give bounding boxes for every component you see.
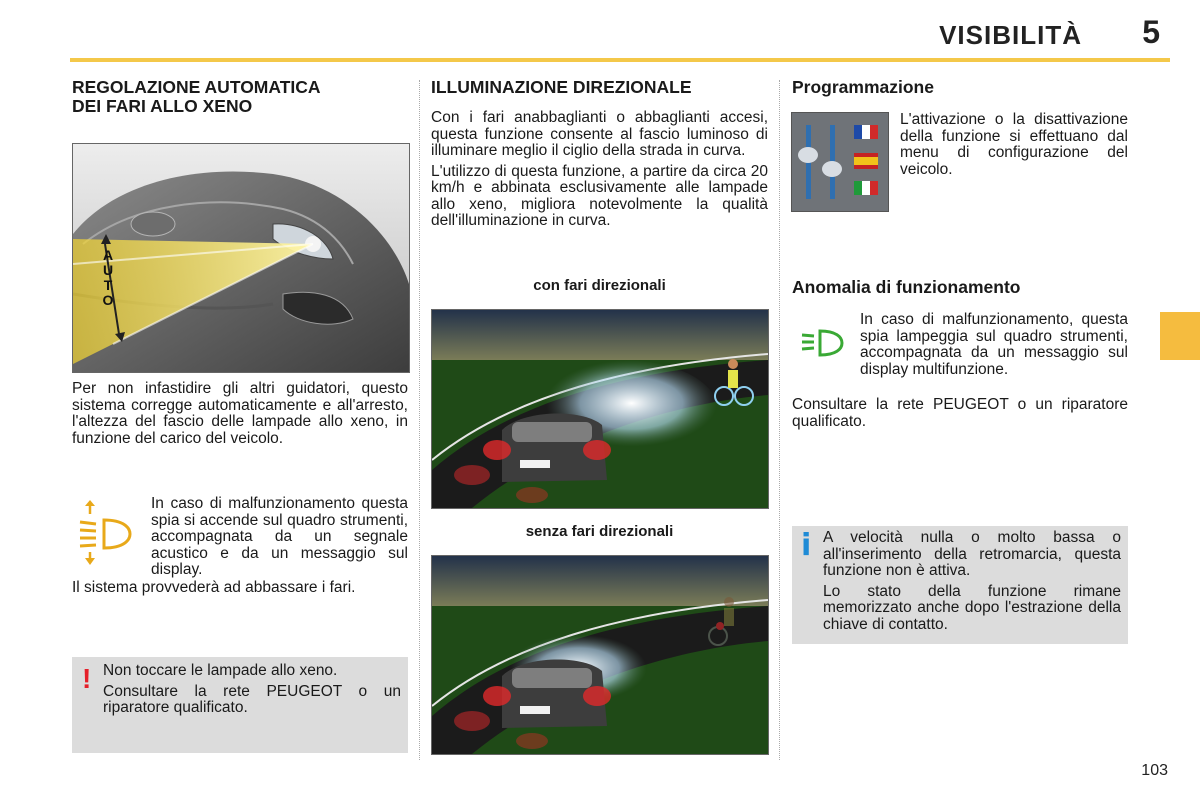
alert-line-2: Consultare la rete PEUGEOT o un riparatore qualificato. [103,682,401,716]
anomaly-text [860,312,1128,382]
chapter-side-tab [1160,312,1200,360]
xenon-body-text: Per non infastidire gli altri guidatori, questo sistema corregge automaticamente e all'arresto, l'altezza del fascio delle lampade allo xeno, in funzione del carico del veicolo. [72,380,408,447]
alert-line-1: Non toccare le lampade allo xeno. [103,662,338,679]
programming-heading: Programmazione [792,77,934,97]
headlamp-photo [72,143,410,373]
chapter-number: 5 [1142,14,1160,50]
warning-text: In caso di malfunzionamento questa spia si accende sul quadro strumenti, accompagnata da un segnale acustico e da un messaggio sul display. [151,495,408,578]
directional-lighting-warning-icon [800,328,844,358]
alert-box [72,657,408,753]
night-scene-illustration-1 [432,310,768,508]
section-heading-anomaly [792,278,1132,297]
directional-paragraph-1: Con i fari anabbaglianti o abbaglianti accesi, questa funzione consente al fascio luminoso di illuminare meglio il ciglio della strada in curva. [431,109,768,159]
caption-without-directional: senza fari direzionali [525,523,674,540]
alert-text [103,663,401,721]
anomaly-heading: Anomalia di funzionamento [792,277,1021,297]
night-road-with-directional [431,309,769,509]
directional-text [431,110,768,234]
info-line-1: A velocità nulla o molto bassa o all'inserimento della retromarcia, questa funzione non è attiva. [823,529,1121,579]
column-divider-1 [419,80,420,760]
header-rule [70,58,1170,62]
info-line-2: Lo stato della funzione rimane memorizzato anche dopo l'estrazione della chiave di contatto. [823,582,1121,633]
auto-label: AUTO [102,247,114,308]
alert-icon: ! [82,663,92,694]
chapter-title: VISIBILITÀ [939,20,1082,50]
directional-heading: ILLUMINAZIONE DIREZIONALE [431,77,692,97]
section-heading-xenon [72,78,412,116]
config-menu-icon [791,112,889,212]
directional-paragraph-2: L'utilizzo di questa funzione, a partire da circa 20 km/h e abbinata esclusivamente alle lampade allo xeno, migliora notevolmente la qualità dell'illuminazione in curva. [431,162,768,229]
xenon-warning-text [151,496,408,583]
section-heading-programming [792,78,1132,97]
programming-text [900,112,1128,182]
caption-with-directional: con fari direzionali [533,277,666,294]
night-scene-illustration-2 [432,556,768,754]
heading-line-2: DEI FARI ALLO XENO [72,96,253,116]
heading-line-1: REGOLAZIONE AUTOMATICA [72,77,321,97]
section-heading-directional [431,78,771,97]
lower-beams-text: Il sistema provvederà ad abbassare i fari. [72,579,356,596]
lower-beams-note [72,580,412,601]
info-text [823,530,1121,637]
night-road-without-directional [431,555,769,755]
car-front-illustration [73,144,409,372]
anomaly-body: In caso di malfunzionamento, questa spia lampeggia sul quadro strumenti, accompagnata da un messaggio sul display multifunzione. [860,311,1128,378]
anomaly-contact-note [792,397,1128,434]
page-number: 103 [1141,762,1168,779]
info-icon: i [801,528,812,563]
programming-body: L'attivazione o la disattivazione della funzione si effettuano dal menu di configurazione del veicolo. [900,111,1128,178]
xenon-paragraph [72,381,408,451]
anomaly-contact-text: Consultare la rete PEUGEOT o un riparatore qualificato. [792,396,1128,430]
headlamp-level-warning-icon [76,500,134,566]
info-box [792,526,1128,644]
column-divider-2 [779,80,780,760]
